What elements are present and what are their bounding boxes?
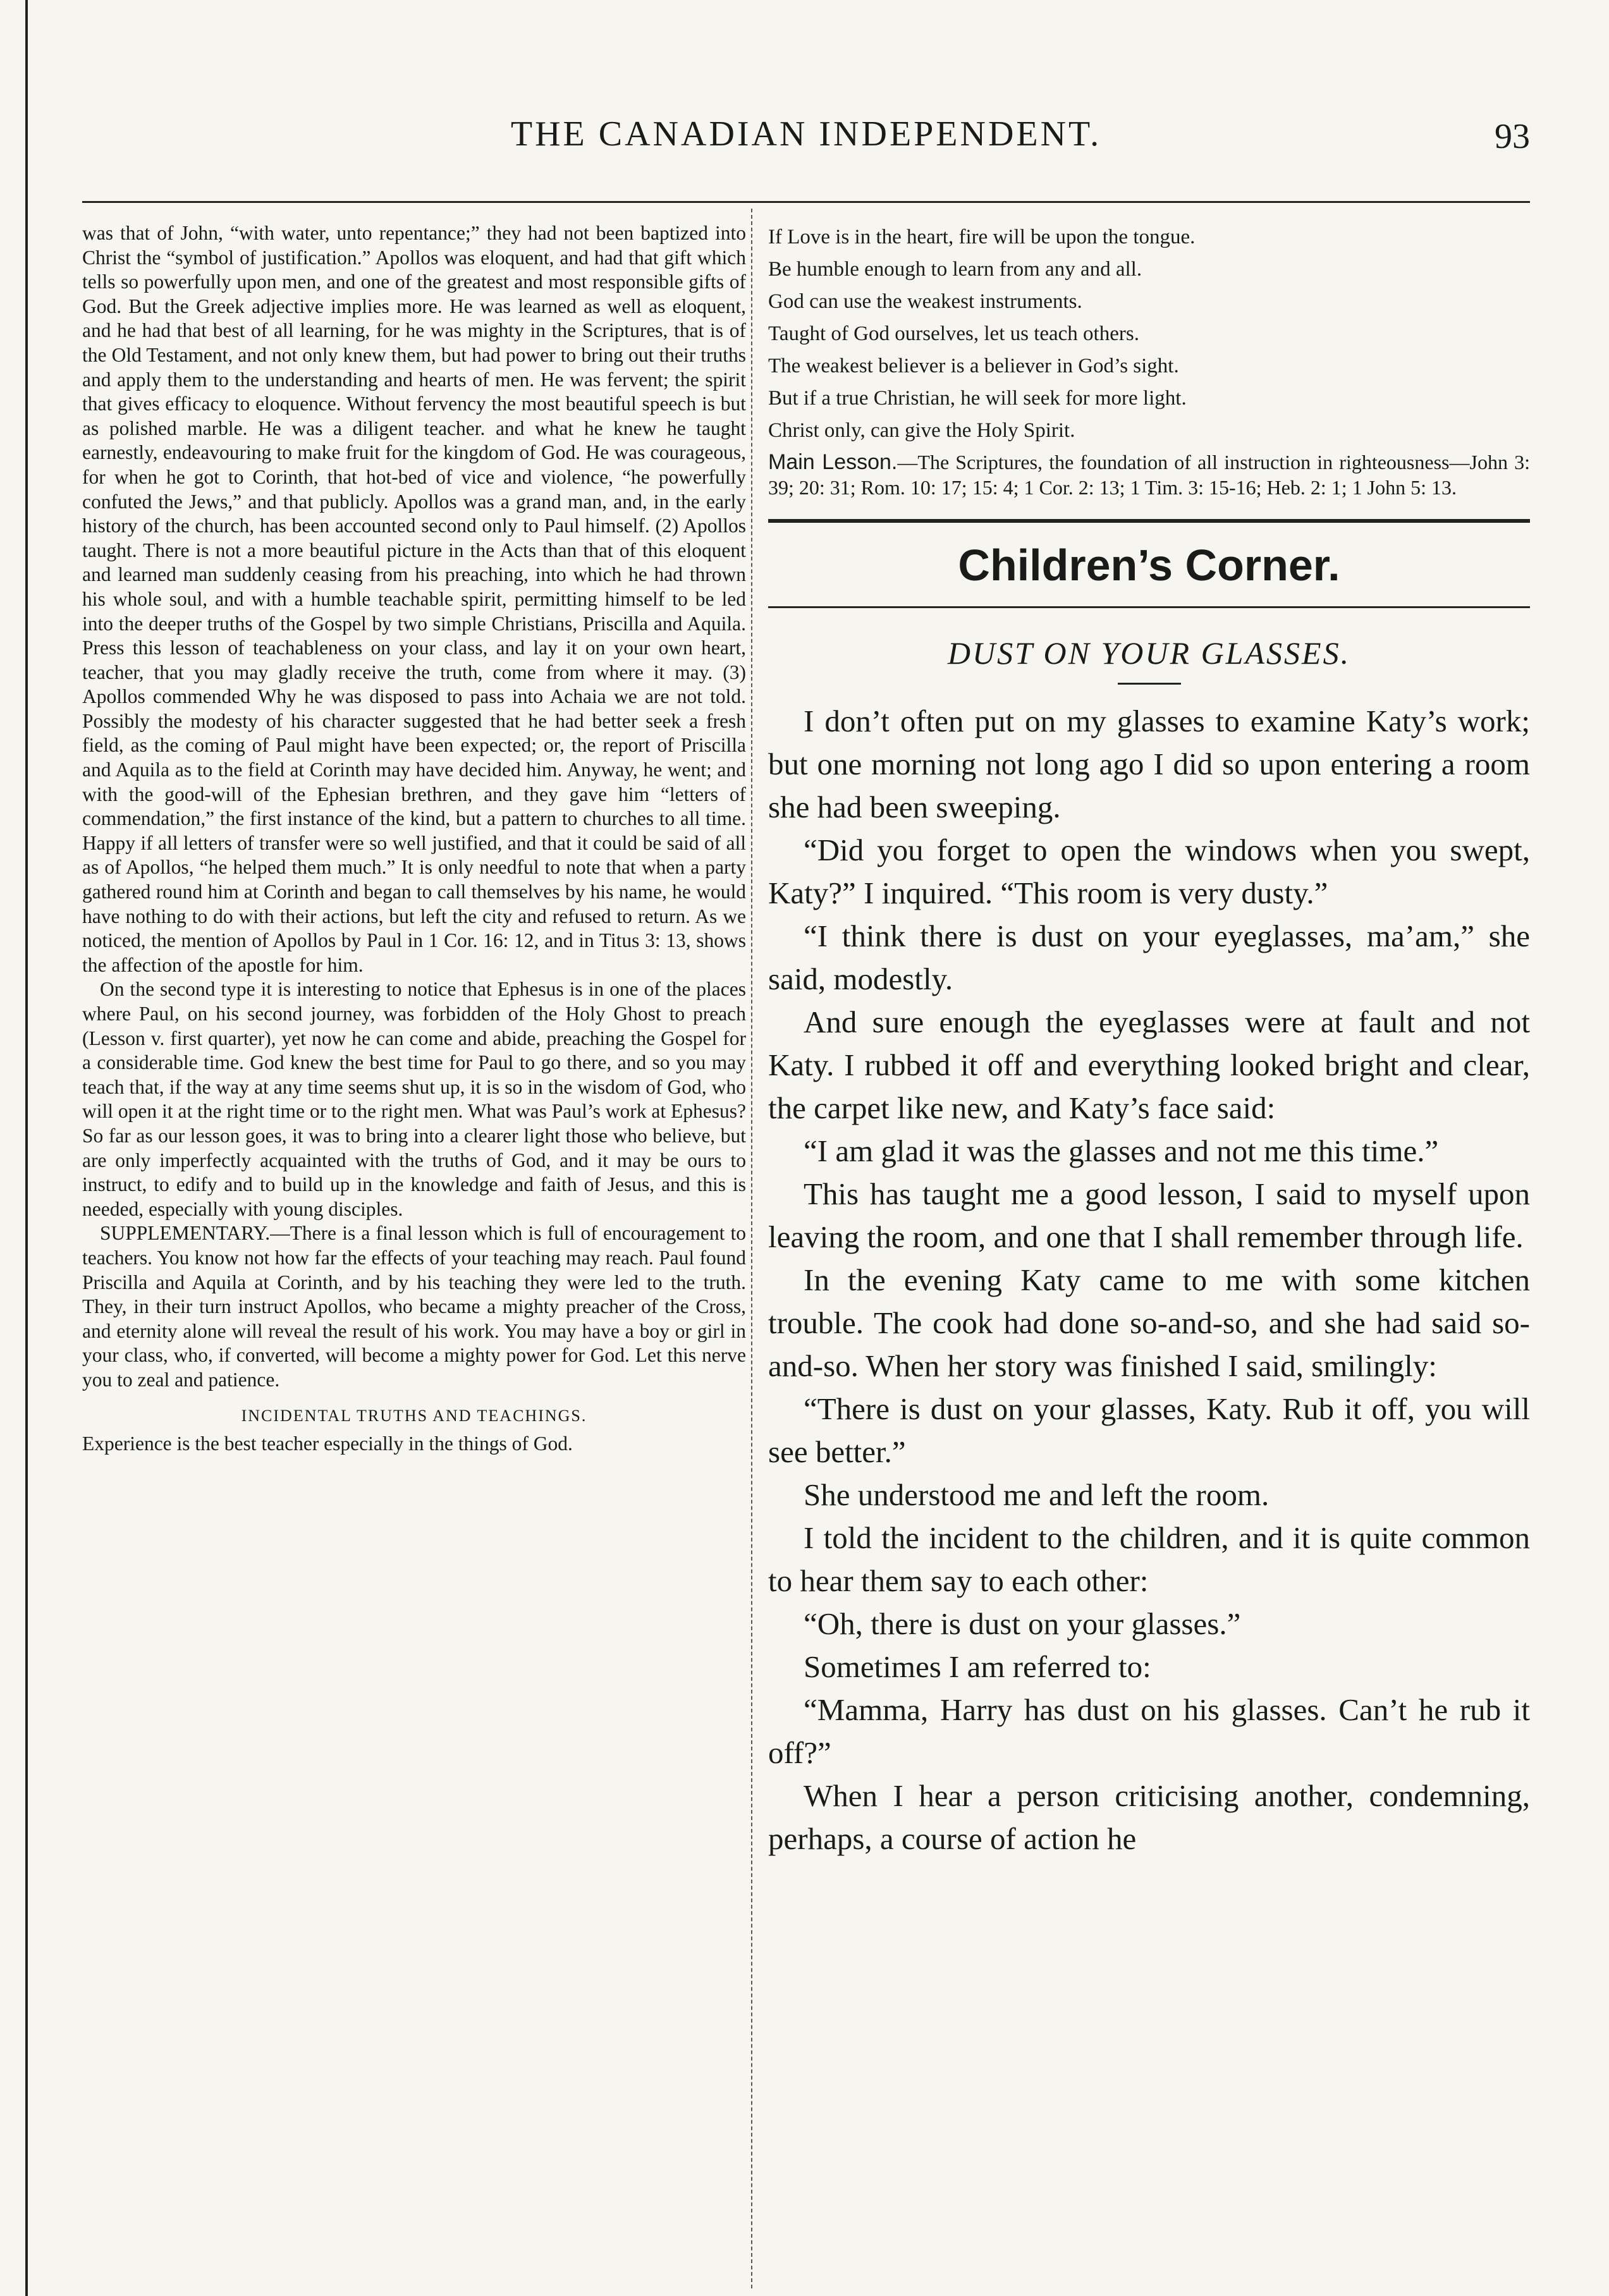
publication-title: THE CANADIAN INDEPENDENT.: [510, 114, 1102, 154]
column-divider: [751, 209, 752, 2288]
left-paragraph-1: was that of John, “with water, unto repentance;” they had not been baptized into Christ the “symbol of justification.” Apollos was eloquent, and had that gift which tells so powerfully upon men, and one of the greatest and most responsible gifts of God. But the Greek adjective implies more. He was learned as well as eloquent, and he had that best of all learning, for he was mighty in the Scriptures, that is of the Old Testament, and not only knew them, but had power to bring out their truths and apply them to the understanding and hearts of men. He was fervent; the spirit that gives efficacy to eloquence. Without fervency the most beautiful speech is but as polished marble. He was a diligent teacher. and what he knew he taught earnestly, endeavouring to make fruit for the kingdom of God. He was courageous, for when he got to Corinth, that hot-bed of vice and violence, “he powerfully confuted the Jews,” and that publicly. Apollos was a grand man, and, in the early history of the church, has been accounted second only to Paul himself. (2) Apollos taught. There is not a more beautiful picture in the Acts than that of this eloquent and learned man suddenly ceasing from his preaching, into which he had thrown his whole soul, and with a humble teachable spirit, permitting himself to be led into the deeper truths of the Gospel by two simple Christians, Priscilla and Aquila. Press this lesson of teachableness on your class, and lay it on your own heart, teacher, that you may gladly receive the truth, come from where it may. (3) Apollos commended Why he was disposed to pass into Achaia we are not told. Possibly the modesty of his character suggested that he had better seek a fresh field, as the coming of Paul might have been expected; or, the report of Priscilla and Aquila as to the field at Corinth may have decided him. Anyway, he went; and with the good-will of the Ephesian brethren, and they gave him “letters of commendation,” the first instance of the kind, but a pattern to churches to all time. Happy if all letters of transfer were so well justified, and that it could be said of all as of Apollos, “he helped them much.” It is only needful to note that when a party gathered round him at Corinth and began to call themselves by his name, he would have nothing to do with their actions, but left the city and refused to return. As we noticed, the mention of Apollos by Paul in 1 Cor. 16: 12, and in Titus 3: 13, shows the affection of the apostle for him.: [82, 222, 746, 976]
story-paragraph: Sometimes I am referred to:: [804, 1649, 1151, 1684]
binding-edge: [25, 0, 39, 2296]
maxim: But if a true Christian, he will seek for more light.: [768, 387, 1187, 410]
story-paragraph: “I am glad it was the glasses and not me this time.”: [804, 1133, 1439, 1168]
story-title: DUST ON YOUR GLASSES.: [947, 635, 1351, 671]
story-paragraph: “Did you forget to open the windows when you swept, Katy?” I inquired. “This room is very dusty.”: [768, 833, 1530, 910]
story-paragraph: “There is dust on your glasses, Katy. Rub it off, you will see better.”: [768, 1391, 1530, 1469]
right-column: [768, 221, 1530, 1860]
story-paragraph: I told the incident to the children, and it is quite common to hear them say to each other:: [768, 1520, 1530, 1598]
maxim: Be humble enough to learn from any and all.: [768, 258, 1142, 281]
left-column: [82, 221, 746, 1456]
story-body: [768, 700, 1530, 1860]
story-paragraph: When I hear a person criticising another, condemning, perhaps, a course of action he: [768, 1778, 1530, 1856]
maxims-list: [768, 221, 1530, 447]
maxim: Taught of God ourselves, let us teach others.: [768, 322, 1139, 345]
main-lesson-text: —The Scriptures, the foundation of all instruction in righteousness—John 3: 39; 20: 31; Rom. 10: 17; 15: 4; 1 Cor. 2: 13; 1 Tim. 3: 15-16; Heb. 2: 1; 1 John 5: 13.: [768, 451, 1530, 499]
section-rule: [768, 519, 1530, 523]
maxim: God can use the weakest instruments.: [768, 290, 1082, 313]
page-number: 93: [1495, 117, 1530, 156]
section-title: Children’s Corner.: [958, 540, 1340, 590]
maxim: The weakest believer is a believer in God’s sight.: [768, 355, 1179, 377]
main-lesson: [768, 449, 1530, 500]
left-paragraph-3: SUPPLEMENTARY.—There is a final lesson which is full of encouragement to teachers. You know not how far the effects of your teaching may reach. Paul found Priscilla and Aquila at Corinth, and by his teaching they were led to the truth. They, in their turn instruct Apollos, who became a mighty preacher of the Cross, and eternity alone will reveal the result of his work. You may have a boy or girl in your class, who, if converted, will become a mighty power for God. Let this nerve you to zeal and patience.: [82, 1222, 746, 1391]
main-lesson-lead: Main Lesson.: [768, 450, 898, 474]
story-paragraph: In the evening Katy came to me with some kitchen trouble. The cook had done so-and-so, and she had said so-and-so. When her story was finished I said, smilingly:: [768, 1262, 1530, 1383]
story-paragraph: This has taught me a good lesson, I said to myself upon leaving the room, and one that I shall remember through life.: [768, 1176, 1530, 1254]
story-paragraph: “Oh, there is dust on your glasses.”: [804, 1606, 1241, 1641]
story-paragraph: I don’t often put on my glasses to examine Katy’s work; but one morning not long ago I did so upon entering a room she had been sweeping.: [768, 704, 1530, 824]
story-paragraph: She understood me and left the room.: [804, 1477, 1269, 1512]
page-header: [82, 114, 1530, 177]
story-paragraph: “I think there is dust on your eyeglasses, ma’am,” she said, modestly.: [768, 919, 1530, 996]
story-paragraph: “Mamma, Harry has dust on his glasses. Can’t he rub it off?”: [768, 1692, 1530, 1770]
incidental-text: Experience is the best teacher especially in the things of God.: [82, 1432, 573, 1455]
header-rule: [82, 201, 1530, 203]
maxim: Christ only, can give the Holy Spirit.: [768, 419, 1075, 442]
left-paragraph-2: On the second type it is interesting to notice that Ephesus is in one of the places where Paul, on his second journey, was forbidden of the Holy Ghost to preach (Lesson v. first quarter), yet now he can come and abide, preaching the Gospel for a considerable time. God knew the best time for Paul to go there, and so you may teach that, if the way at any time seems shut up, it is so in the wisdom of God, who will open it at the right time or to the right men. What was Paul’s work at Ephesus? So far as our lesson goes, it was to bring into a clearer light those who believe, but are only imperfectly acquainted with the truths of God, and it may be ours to instruct, to edify and to build up in the knowledge and faith of Jesus, and this is needed, especially with young disciples.: [82, 978, 746, 1220]
incidental-heading: INCIDENTAL TRUTHS AND TEACHINGS.: [241, 1406, 587, 1425]
story-title-rule: [1118, 683, 1181, 685]
section-title-rule: [768, 606, 1530, 608]
story-paragraph: And sure enough the eyeglasses were at fault and not Katy. I rubbed it off and everything looked bright and clear, the carpet like new, and Katy’s face said:: [768, 1004, 1530, 1125]
maxim: If Love is in the heart, fire will be upon the tongue.: [768, 226, 1196, 248]
